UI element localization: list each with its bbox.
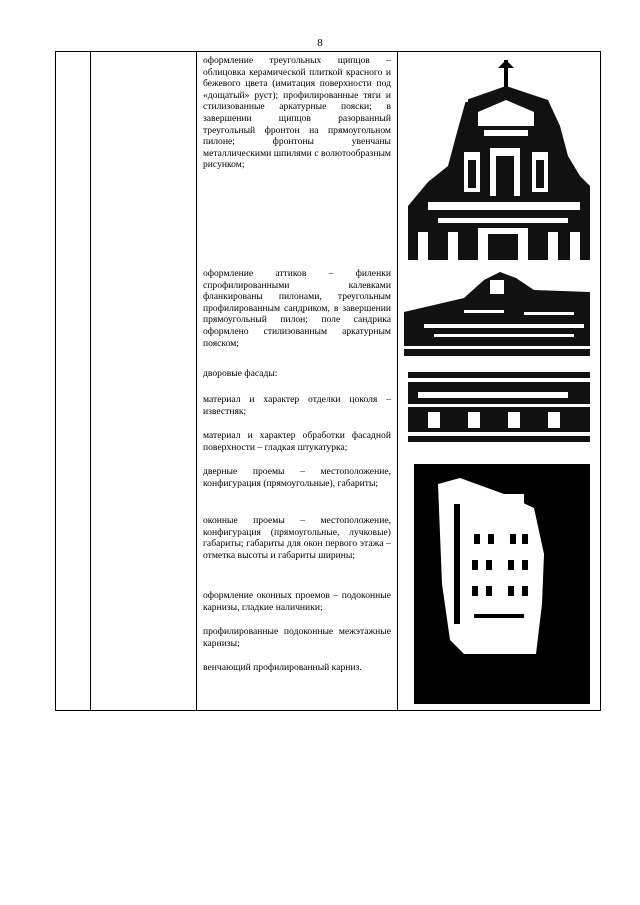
row-text-courtyard: дворовые фасады: (203, 368, 278, 379)
row-text-window-decor: оформление оконных проемов – подоконные карнизы, гладкие наличники; (203, 590, 391, 613)
courtyard-building-photo (414, 464, 590, 704)
gable-photo (408, 56, 590, 260)
row-text-cornices: профилированные подоконные межэтажные карнизы; (203, 626, 391, 649)
column-divider-1 (90, 52, 91, 710)
attic-photo (404, 272, 590, 356)
row-text-gables: оформление треугольных щипцов – облицовка керамической плиткой красного и бежевого цвета (имитация поверхности под «дощатый» руст); профилированные тяги и стилизованные аркатурные пояски; в завершении щипцов разорванный треугольный фронтон на прямоугольном пилоне; фронтоны увенчаны металлическими шпилями с волютообразным рисунком; (203, 55, 391, 171)
page-number: 8 (317, 37, 323, 49)
row-text-plinth: материал и характер отделки цоколя – известняк; (203, 394, 391, 417)
row-text-attics: оформление аттиков – филенки спрофилированными калевками фланкированы пилонами, треугольным профилированным сандриком, в завершении прямоугольный пилон; поле сандрика оформлено стилизованным аркатурным пояском; (203, 268, 391, 349)
row-text-crown: венчающий профилированный карниз. (203, 662, 362, 673)
column-divider-2 (196, 52, 197, 710)
row-text-doors: дверные проемы – местоположение, конфигурация (прямоугольные), габариты; (203, 466, 391, 489)
row-text-surface: материал и характер обработки фасадной поверхности – гладкая штукатурка; (203, 430, 391, 453)
courtyard-facade-photo (408, 366, 590, 442)
row-text-windows: оконные проемы – местоположение, конфигурация (прямоугольные, лучковые) габариты; габариты для окон первого этажа – отметка высоты и габариты ширины; (203, 515, 391, 561)
column-divider-3 (397, 52, 398, 710)
